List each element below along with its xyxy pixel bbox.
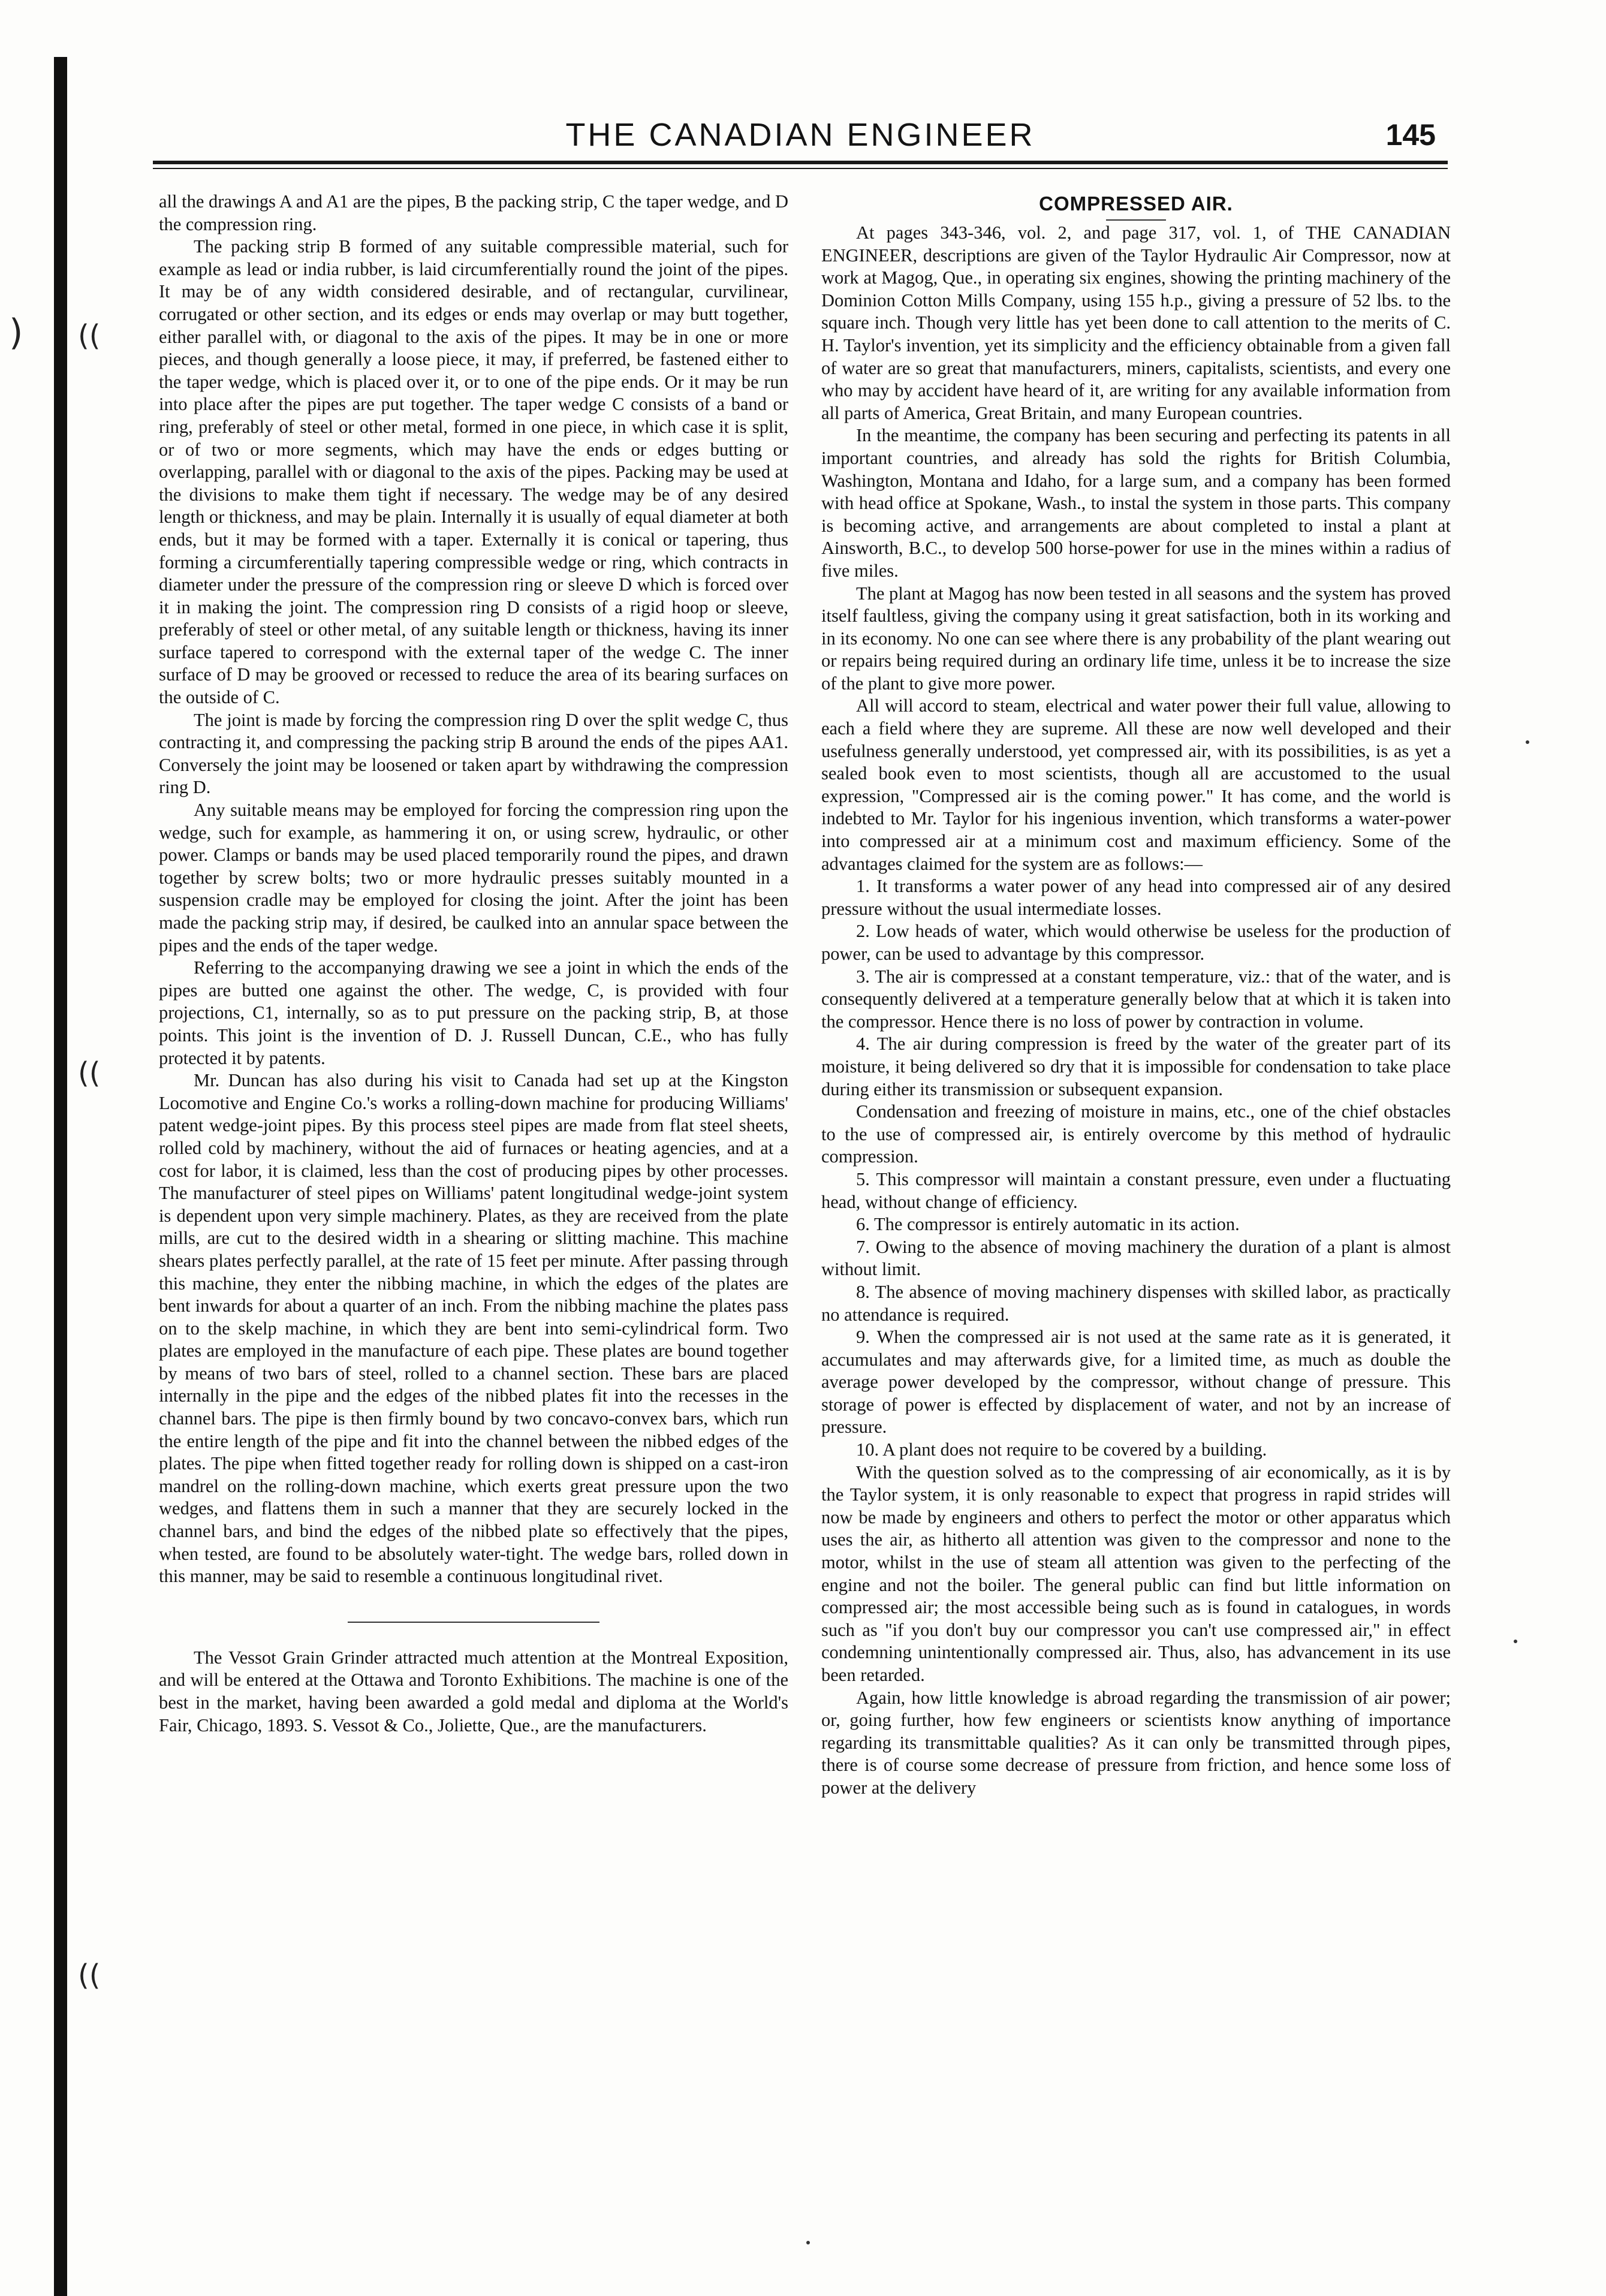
binding-edge — [54, 57, 67, 2296]
paragraph: Mr. Duncan has also during his visit to Canada had set up at the Kingston Locomotive and Engine Co.'s works a rolling-down machine for producing Williams' patent wedge-joint pipes. By this process steel pipes are made from flat steel sheets, rolled cold by machinery, without the aid of furnaces or heating agencies, and at a cost for labor, it is claimed, less than the cost of producing pipes by other processes. The manufacturer of steel pipes on Williams' patent longitudinal wedge-joint system is dependent upon very simple machinery. Plates, as they are received from the plate mills, are cut to the desired width in a shearing or slitting machine. This machine shears plates perfectly parallel, at the rate of 15 feet per minute. After passing through this machine, they enter the nibbing machine, in which the edges of the plates are bent inwards for about a quarter of an inch. From the nibbing machine the plates pass on to the skelp machine, in which they are bent into semi-cylindrical form. Two plates are employed in the manufacture of each pipe. These plates are bound together by means of two bars of steel, rolled to a channel section. These bars are placed internally in the pipe and the edges of the nibbed plates fit into the recesses in the channel bars. The pipe is then firmly bound by two concavo-convex bars, which run the entire length of the pipe and fit into the channel between the nibbed edges of the plates. The pipe when fitted together ready for rolling down is shipped on a cast-iron mandrel on the rolling-down machine, which exerts great pressure upon the two wedges, and flattens them in such a manner that they are securely locked in the channel bars, and bind the edges of the nibbed plate so effectively that the pipes, when tested, are found to be absolutely water-tight. The wedge bars, rolled down in this manner, may be said to resemble a continuous longitudinal rivet. — [159, 1070, 788, 1587]
page-header — [153, 117, 1448, 159]
list-item: 10. A plant does not require to be covered by a building. — [856, 1439, 1267, 1460]
section-divider — [348, 1622, 599, 1623]
paragraph: Condensation and freezing of moisture in mains, etc., one of the chief obstacles to the use of compressed air, is entirely overcome by this method of hydraulic compression. — [821, 1101, 1451, 1167]
publication-title: THE CANADIAN ENGINEER — [565, 117, 1035, 153]
news-note: The Vessot Grain Grinder attracted much attention at the Montreal Exposition, and will be entered at the Ottawa and Toronto Exhibitions. The machine is one of the best in the market, having been awarded a gold medal and diploma at the World's Fair, Chicago, 1893. S. Vessot & Co., Joliette, Que., are the manufacturers. — [159, 1647, 788, 1735]
list-item: 3. The air is compressed at a constant temperature, viz.: that of the water, and is consequently delivered at a temperature generally below that at which it is taken into the compressor. Hence there is no loss of power by contraction in volume. — [821, 966, 1451, 1032]
paragraph: all the drawings A and A1 are the pipes, B the packing strip, C the taper wedge, and D the compression ring. — [159, 191, 788, 234]
margin-mark: (( — [78, 319, 101, 352]
paragraph: With the question solved as to the compressing of air economically, as it is by the Taylor system, it is only reasonable to expect that progress in rapid strides will now be made by engineers and others to perfect the motor or other apparatus which uses the air, as hitherto all attention was given to the compressor and none to the motor, whilst in the use of steam all attention was given to the perfecting of the engine and not the boiler. The general public can find but little information on compressed air; the most accessible being such as is found in catalogues, in words such as "if you don't buy our compressor you can't use compressed air," in effect condemning unintentionally compressed air. Thus, also, has advancement in its use been retarded. — [821, 1462, 1451, 1685]
list-item: 5. This compressor will maintain a constant pressure, even under a fluctuating head, without change of efficiency. — [821, 1168, 1451, 1212]
paragraph: The joint is made by forcing the compression ring D over the split wedge C, thus contracting it, and compressing the packing strip B around the ends of the pipes AA1. Conversely the joint may be loosened or taken apart by withdrawing the compression ring D. — [159, 709, 788, 798]
header-rule — [153, 161, 1448, 164]
list-item: 7. Owing to the absence of moving machinery the duration of a plant is almost without limit. — [821, 1236, 1451, 1280]
list-item: 4. The air during compression is freed by the water of the greater part of its moisture, it being delivered so dry that it is impossible for condensation to take place during either its transmission or subsequent expansion. — [821, 1033, 1451, 1099]
paragraph: At pages 343-346, vol. 2, and page 317, vol. 1, of THE CANADIAN ENGINEER, descriptions are given of the Taylor Hydraulic Air Compressor, now at work at Magog, Que., in operating six engines, showing the printing machinery of the Dominion Cotton Mills Company, using 155 h.p., giving a pressure of 52 lbs. to the square inch. Though very little has yet been done to call attention to the merits of C. H. Taylor's invention, yet its simplicity and the efficiency obtainable from a given fall of water are so great that manufacturers, miners, capitalists, scientists, and every one who may by accident have heard of it, are writing for any available information from all parts of America, Great Britain, and many European countries. — [821, 222, 1451, 423]
paragraph: The plant at Magog has now been tested in all seasons and the system has proved itself faultless, giving the company using it great satisfaction, both in its working and in its economy. No one can see where there is any probability of the plant wearing out or repairs being required during an ordinary life time, unless it be to increase the size of the plant to give more power. — [821, 583, 1451, 694]
paragraph: All will accord to steam, electrical and water power their full value, allowing to each a field where they are supreme. All these are now well developed and their usefulness generally understood, yet compressed air, with its possibilities, is as yet a sealed book even to most scientists, though all are accustomed to the usual expression, "Compressed air is the coming power." It has come, and the world is indebted to Mr. Taylor for his ingenious invention, which transforms a water-power into compressed air at a minimum cost and maximum efficiency. Some of the advantages claimed for the system are as follows:— — [821, 695, 1451, 874]
header-rule-thin — [153, 168, 1448, 169]
right-column — [821, 191, 1451, 1800]
title-rule — [1106, 219, 1166, 221]
margin-mark: (( — [78, 1056, 101, 1090]
section-title: COMPRESSED AIR. — [1039, 192, 1233, 215]
left-column — [159, 191, 788, 1737]
page-number: 145 — [1385, 118, 1436, 152]
paragraph: Any suitable means may be employed for forcing the compression ring upon the wedge, such for example, as hammering it on, or using screw, hydraulic, or other power. Clamps or bands may be used placed temporarily round the pipes, and drawn together by screw bolts; two or more hydraulic presses suitably mounted in a suspension cradle may be employed for closing the joint. After the joint has been made the packing strip may, if desired, be caulked into an annular space between the pipes and the ends of the taper wedge. — [159, 800, 788, 956]
paragraph: Again, how little knowledge is abroad regarding the transmission of air power; or, going further, how few engineers or scientists know anything of importance regarding its transmittable qualities? As it can only be transmitted through pipes, there is of course some decrease of pressure from friction, and hence some loss of power at the delivery — [821, 1687, 1451, 1798]
list-item: 6. The compressor is entirely automatic in its action. — [856, 1214, 1240, 1235]
paragraph: Referring to the accompanying drawing we see a joint in which the ends of the pipes are butted one against the other. The wedge, C, is provided with four projections, C1, internally, so as to put pressure on the packing strip, B, at those points. This joint is the invention of D. J. Russell Duncan, C.E., who has fully protected it by patents. — [159, 957, 788, 1068]
list-item: 1. It transforms a water power of any head into compressed air of any desired pressure without the usual intermediate losses. — [821, 876, 1451, 919]
list-item: 8. The absence of moving machinery dispenses with skilled labor, as practically no attendance is required. — [821, 1281, 1451, 1325]
margin-mark: ) — [9, 312, 23, 354]
print-speck — [806, 2241, 810, 2244]
paragraph: In the meantime, the company has been securing and perfecting its patents in all important countries, and already has sold the rights for British Columbia, Washington, Montana and Idaho, for a large sum, and a company has been formed with head office at Spokane, Wash., to instal the system in those parts. This company is becoming active, and arrangements are about completed to instal a plant at Ainsworth, B.C., to develop 500 horse-power for use in the mines within a radius of five miles. — [821, 425, 1451, 581]
margin-mark: (( — [78, 1958, 101, 1992]
print-speck — [1514, 1640, 1517, 1643]
print-speck — [1526, 740, 1529, 744]
paragraph: The packing strip B formed of any suitable compressible material, such for example as lead or india rubber, is laid circumferentially round the joint of the pipes. It may be of any width considered desirable, and of rectangular, curvilinear, corrugated or other section, and its edges or ends may overlap or may butt together, either parallel with, or diagonal to the axis of the pipes. It may be in one or more pieces, and though generally a loose piece, it may, if preferred, be fastened either to the taper wedge, which is placed over it, or to one of the pipe ends. Or it may be run into place after the pipes are put together. The taper wedge C consists of a band or ring, preferably of steel or other metal, formed in one piece, in which case it is split, or of two or more segments, which may have the ends or edges butting or overlapping, parallel with or diagonal to the axis of the pipes. Packing may be used at the divisions to make them tight if necessary. The wedge may be of any desired length or thickness, and may be plain. Internally it is usually of equal diameter at both ends, but it may be formed with a taper. Externally it is conical or tapering, thus forming a circumferentially tapering compressible wedge or ring, which contracts in diameter under the pressure of the compression ring or sleeve D which is forced over it in making the joint. The compression ring D consists of a rigid hoop or sleeve, preferably of steel or other metal, of any suitable length or thickness, having its inner surface tapered to correspond with the external taper of the wedge C. The inner surface of D may be grooved or recessed to reduce the area of its bearing surfaces on the outside of C. — [159, 236, 788, 708]
list-item: 9. When the compressed air is not used at the same rate as it is generated, it accumulates and may afterwards give, for a limited time, as much as double the average power developed by the compressor, without change of pressure. This storage of power is effected by displacement of water, and not by an increase of pressure. — [821, 1327, 1451, 1438]
list-item: 2. Low heads of water, which would otherwise be useless for the production of power, can be used to advantage by this compressor. — [821, 921, 1451, 964]
